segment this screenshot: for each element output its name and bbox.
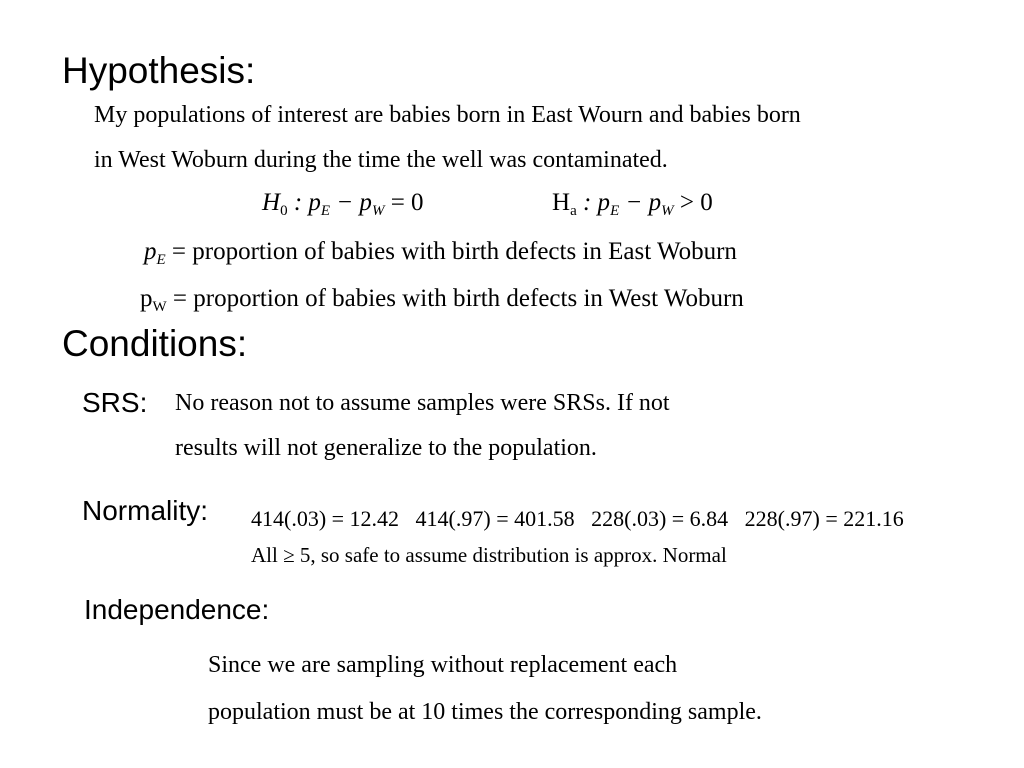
srs-label: SRS:	[82, 387, 148, 418]
independence-text-line-2: population must be at 10 times the corresponding sample.	[208, 699, 762, 725]
normality-note: All ≥ 5, so safe to assume distribution is approx. Normal	[251, 543, 727, 567]
srs-text-line-1: No reason not to assume samples were SRSs. If not	[175, 390, 670, 416]
alternative-hypothesis: $H_a$ : $p_E - p_W > 0$	[552, 189, 713, 219]
conditions-heading: Conditions:	[62, 323, 248, 364]
normality-calculations: 414(.03) = 12.42 414(.97) = 401.58 228(.03) = 6.84 228(.97) = 221.16	[251, 506, 904, 531]
null-hypothesis: $H_0$ : $p_E - p_W = 0$	[262, 189, 424, 219]
independence-label: Independence:	[84, 594, 270, 625]
pw-definition: $p_W$ = proportion of babies with birth defects in West Woburn	[140, 285, 744, 315]
hypothesis-text-line-2: in West Woburn during the time the well was contaminated.	[94, 147, 668, 173]
normality-label: Normality:	[82, 495, 209, 526]
hypothesis-heading: Hypothesis:	[62, 50, 256, 91]
srs-text-line-2: results will not generalize to the population.	[175, 435, 597, 461]
hypothesis-text-line-1: My populations of interest are babies born in East Wourn and babies born	[94, 102, 801, 128]
pe-definition: $p_E$ = proportion of babies with birth defects in East Woburn	[144, 238, 737, 268]
independence-text-line-1: Since we are sampling without replacement each	[208, 652, 678, 678]
